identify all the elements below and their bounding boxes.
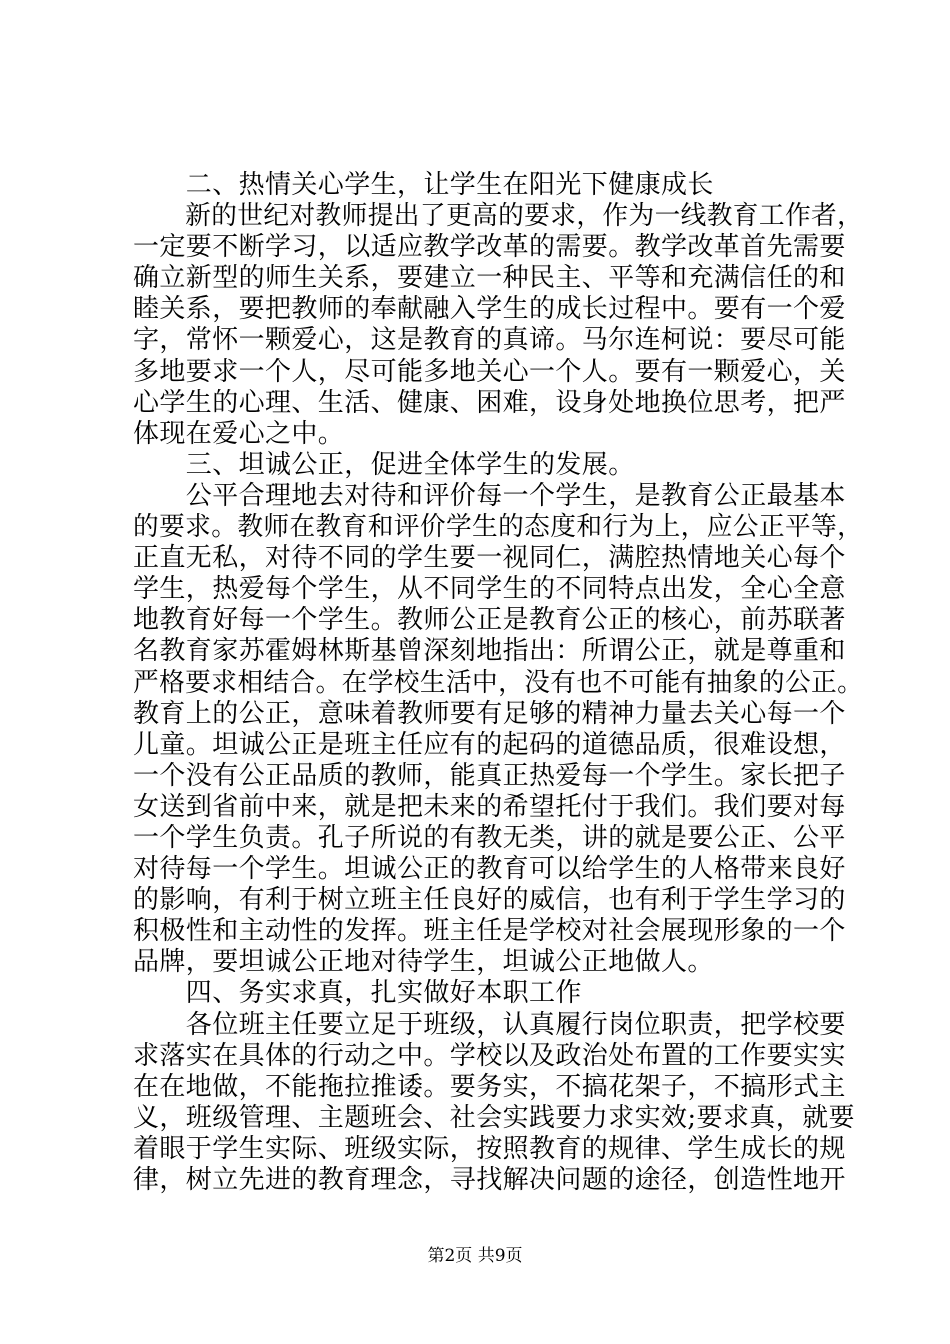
text-line: 多地要求一个人，尽可能多地关心一个人。要有一颗爱心，关 xyxy=(133,356,846,387)
page-footer: 第2页 共9页 xyxy=(427,1246,523,1266)
text-line: 女送到省前中来，就是把未来的希望托付于我们。我们要对每 xyxy=(133,791,846,822)
text-line: 公平合理地去对待和评价每一个学生，是教育公正最基本 xyxy=(133,480,846,511)
text-line: 义，班级管理、主题班会、社会实践要力求实效;要求真，就要 xyxy=(133,1102,855,1133)
text-line: 一个学生负责。孔子所说的有教无类，讲的就是要公正、公平 xyxy=(133,822,846,853)
body-text xyxy=(133,170,863,1196)
text-line: 着眼于学生实际、班级实际，按照教育的规律、学生成长的规 xyxy=(133,1133,846,1164)
text-line: 新的世纪对教师提出了更高的要求，作为一线教育工作者， xyxy=(133,201,864,232)
text-line: 品牌，要坦诚公正地对待学生，坦诚公正地做人。 xyxy=(133,947,714,978)
text-line: 积极性和主动性的发挥。班主任是学校对社会展现形象的一个 xyxy=(133,916,846,947)
text-line: 名教育家苏霍姆林斯基曾深刻地指出：所谓公正，就是尊重和 xyxy=(133,636,846,667)
text-line: 心学生的心理、生活、健康、困难，设身处地换位思考，把严 xyxy=(133,387,846,418)
text-line: 正直无私，对待不同的学生要一视同仁，满腔热情地关心每个 xyxy=(133,543,846,574)
text-line: 的影响，有利于树立班主任良好的威信，也有利于学生学习的 xyxy=(133,885,846,916)
text-line: 体现在爱心之中。 xyxy=(133,418,345,449)
text-line: 在在地做，不能拖拉推诿。要务实，不搞花架子，不搞形式主 xyxy=(133,1071,846,1102)
text-line: 睦关系，要把教师的奉献融入学生的成长过程中。要有一个爱 xyxy=(133,294,846,325)
text-line: 一定要不断学习，以适应教学改革的需要。教学改革首先需要 xyxy=(133,232,846,263)
text-line: 对待每一个学生。坦诚公正的教育可以给学生的人格带来良好 xyxy=(133,854,846,885)
text-line: 字，常怀一颗爱心，这是教育的真谛。马尔连柯说：要尽可能 xyxy=(133,325,846,356)
text-line: 律，树立先进的教育理念，寻找解决问题的途径，创造性地开 xyxy=(133,1165,846,1195)
text-line: 四、务实求真，扎实做好本职工作 xyxy=(133,978,582,1009)
text-line: 确立新型的师生关系，要建立一种民主、平等和充满信任的和 xyxy=(133,263,846,294)
text-line: 三、坦诚公正，促进全体学生的发展。 xyxy=(133,449,635,480)
text-line: 学生，热爱每个学生，从不同学生的不同特点出发，全心全意 xyxy=(133,574,846,605)
text-line: 的要求。教师在教育和评价学生的态度和行为上，应公正平等， xyxy=(133,512,864,543)
text-line: 地教育好每一个学生。教师公正是教育公正的核心，前苏联著 xyxy=(133,605,846,636)
text-line: 儿童。坦诚公正是班主任应有的起码的道德品质，很难设想， xyxy=(133,729,846,760)
text-line: 一个没有公正品质的教师，能真正热爱每一个学生。家长把子 xyxy=(133,760,846,791)
text-line: 各位班主任要立足于班级，认真履行岗位职责，把学校要 xyxy=(133,1009,846,1040)
text-line: 求落实在具体的行动之中。学校以及政治处布置的工作要实实 xyxy=(133,1040,846,1071)
text-line: 严格要求相结合。在学校生活中，没有也不可能有抽象的公正。 xyxy=(133,667,864,698)
text-line: 教育上的公正，意味着教师要有足够的精神力量去关心每一个 xyxy=(133,698,846,729)
text-line: 二、热情关心学生，让学生在阳光下健康成长 xyxy=(133,170,714,200)
